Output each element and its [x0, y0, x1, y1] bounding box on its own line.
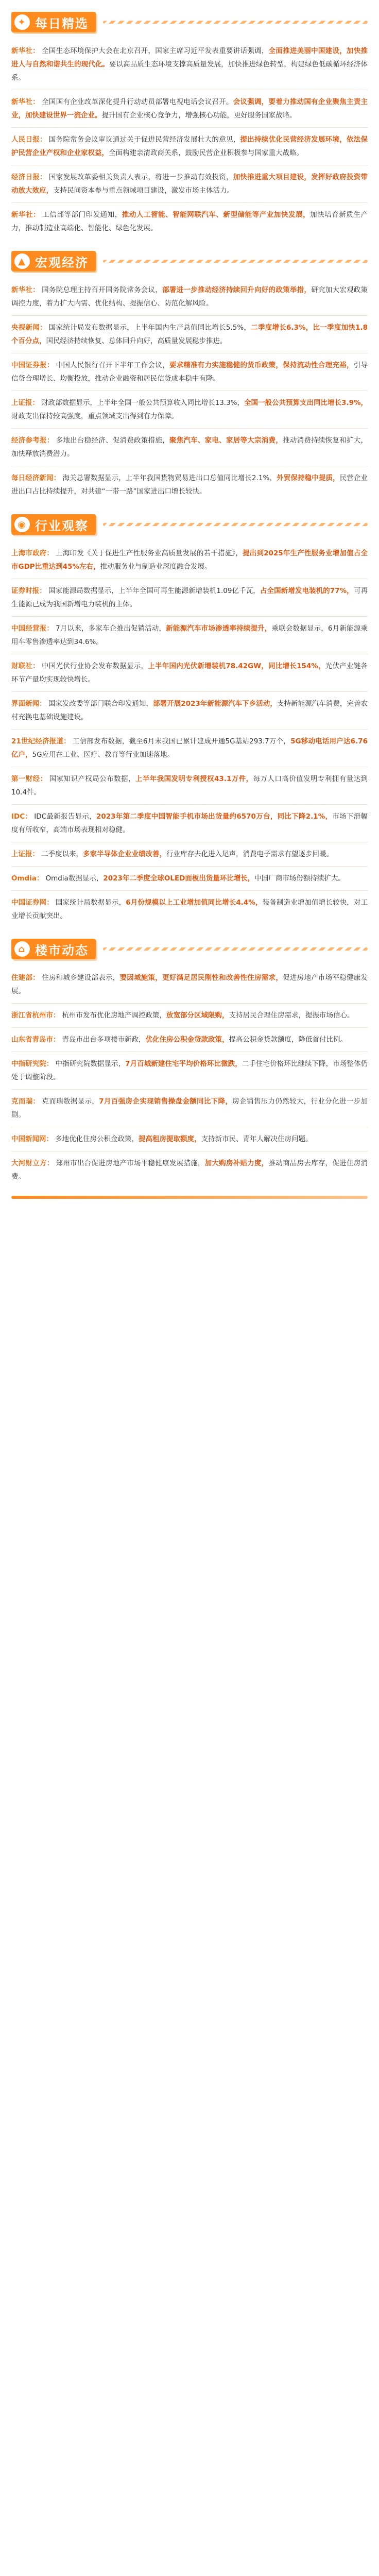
news-text: 国务院常务会议审议通过关于促进民营经济发展壮大的意见，: [48, 135, 240, 144]
news-text-tail: 支持新市民、青年人解决住房问题。: [201, 1135, 313, 1143]
news-source: 大河财立方：: [11, 1159, 54, 1167]
news-item: [11, 810, 368, 837]
news-text: 国家统计局发布数据显示，上半年国内生产总值同比增长5.5%，: [48, 324, 251, 332]
news-item: [11, 471, 368, 498]
news-text-tail: 促进房地产市场平稳健康发展。: [11, 974, 368, 995]
news-text-tail: 推动服务业与制造业深度融合发展。: [100, 563, 212, 571]
news-highlight: 新能源汽车市场渗透率持续提升，: [166, 624, 272, 633]
news-item: [11, 1095, 368, 1122]
news-highlight: 提出持续优化民营经济发展环境，依法保护民营企业产权和企业家权益，: [11, 135, 368, 157]
news-source: 经济日报：: [11, 173, 47, 181]
footer-decorative-bar: [11, 1196, 368, 1199]
news-highlight: 6月份规模以上工业增加值同比增长4.4%，: [126, 899, 263, 907]
news-item: [11, 896, 368, 923]
news-text: 国务院总理主持召开国务院常务会议，: [42, 286, 163, 294]
section-header: [11, 510, 368, 539]
news-highlight: 全面推进美丽中国建设，加快推进人与自然和谐共生的现代化。: [11, 47, 368, 69]
news-highlight: 放宽部分区域限购，: [166, 1011, 229, 1020]
news-item: [11, 283, 368, 310]
page: [0, 7, 379, 1219]
news-text-tail: 市场下滑幅度有所收窄，高端市场表现相对稳健。: [11, 812, 368, 834]
news-text: 二季度以来，: [41, 850, 83, 858]
news-item: [11, 321, 368, 348]
news-text-tail: 装备制造业增加值增长较快，对工业增长贡献突出。: [11, 899, 368, 920]
section-decorative-rule: [103, 21, 368, 24]
news-highlight: 部署进一步推动经济持续回升向好的政策举措，: [162, 286, 312, 294]
news-item: [11, 359, 368, 385]
news-source: 山东省青岛市：: [11, 1036, 60, 1044]
news-source: 中国新闻网：: [11, 1135, 53, 1143]
news-item: [11, 622, 368, 649]
news-highlight: 5G移动电话用户达6.76亿户，: [11, 737, 368, 759]
news-text: 工信部等部门印发通知，: [42, 211, 122, 219]
news-text-tail: 二手住宅价格环比继续下降，市场整体仍处于调整阶段。: [11, 1060, 368, 1081]
news-highlight: 优化住房公积金贷款政策，: [145, 1036, 229, 1044]
news-item: [11, 396, 368, 423]
news-text-tail: 光伏产业链各环节产量均实现较快增长。: [11, 662, 368, 684]
news-source: 央视新闻：: [11, 324, 47, 332]
news-text-tail: 推动消费持续恢复和扩大，加快释放消费潜力。: [11, 436, 368, 458]
news-text: 国家统计局数据显示，: [55, 899, 126, 907]
news-source: 上证报：: [11, 399, 40, 407]
news-highlight: 上半年国内光伏新增装机78.42GW，同比增长154%，: [148, 662, 325, 670]
news-item: [11, 772, 368, 799]
news-text-tail: 国民经济持续恢复、总体回升向好，高质量发展稳步推进。: [46, 337, 227, 345]
news-text: 国家发展改革委相关负责人表示，将进一步推动有效投资，: [48, 173, 233, 181]
section-title-badge: [11, 939, 96, 959]
news-highlight: 2023年第二季度中国智能手机市场出货量约6570万台，同比下降2.1%，: [96, 812, 333, 821]
news-text: 海关总署数据显示，上半年我国货物贸易进出口总值同比增长2.1%，: [62, 474, 277, 482]
news-item: [11, 848, 368, 861]
news-source: 上海市政府：: [11, 549, 54, 557]
news-highlight: 7月百城新建住宅平均价格环比微跌，: [125, 1060, 242, 1068]
news-item: [11, 584, 368, 611]
news-highlight: 二季度增长6.3%，比一季度加快1.8个百分点，: [11, 324, 368, 345]
news-source: 经济参考报：: [11, 436, 54, 445]
news-text-tail: 5G应用在工业、医疗、教育等行业加速落地。: [32, 751, 175, 759]
news-item: [11, 208, 368, 235]
news-item: [11, 133, 368, 160]
news-text: 全国生态环境保护大会在北京召开，国家主席习近平发表重要讲话强调，: [42, 47, 269, 55]
news-text: 郑州市出台促进房地产市场平稳健康发展措施，: [56, 1159, 205, 1167]
section-title: 每日精选: [35, 16, 89, 31]
news-highlight: 提出到2025年生产性服务业增加值占全市GDP比重达到45%左右，: [11, 549, 368, 571]
news-highlight: 占全国新增发电装机的77%，: [260, 587, 354, 595]
news-source: 财联社：: [11, 662, 40, 670]
section-header: [11, 934, 368, 964]
news-source: 第一财经：: [11, 775, 47, 783]
news-source: 界面新闻：: [11, 700, 46, 708]
item-divider: [11, 315, 368, 316]
item-divider: [11, 616, 368, 617]
news-source: Omdia：: [11, 874, 44, 883]
section-title-badge: [11, 12, 96, 32]
news-item: [11, 971, 368, 998]
section-title: 宏观经济: [35, 255, 89, 270]
section-title-badge: [11, 251, 96, 272]
news-text: 财政部数据显示，上半年全国一般公共预算收入同比增长13.3%，: [41, 399, 244, 407]
news-item: [11, 1157, 368, 1183]
news-text: 全国国有企业改革深化提升行动动员部署电视电话会议召开。: [42, 98, 233, 106]
news-text: 7月以来，多家车企推出促销活动，: [56, 624, 166, 633]
news-text: 克而瑞数据显示，: [42, 1097, 99, 1106]
news-highlight: 多家半导体企业业绩改善，: [83, 850, 166, 858]
news-source: 中国证券网：: [11, 899, 54, 907]
news-source: 21世纪经济报道：: [11, 737, 71, 745]
section-title: 行业观察: [35, 518, 89, 533]
news-text: 国家发改委等部门联合印发通知，: [48, 700, 153, 708]
section-decorative-rule: [103, 260, 368, 263]
news-highlight: 推动人工智能、智能网联汽车、新型储能等产业加快发展，: [122, 211, 311, 219]
news-text: 国家能源局数据显示，上半年全国可再生能源新增装机1.09亿千瓦，: [48, 587, 260, 595]
news-source: 中国经营报：: [11, 624, 54, 633]
news-highlight: 外贸保持稳中提质，: [277, 474, 340, 482]
news-item: [11, 1057, 368, 1084]
item-divider: [11, 866, 368, 867]
news-text-tail: 推动商品房去库存，促进住房消费。: [11, 1159, 368, 1181]
news-text: 中指研究院数据显示，: [55, 1060, 126, 1068]
news-text: 上海印发《关于促进生产性服务业高质量发展的若干措施》，: [56, 549, 243, 557]
news-source: 克而瑞：: [11, 1097, 40, 1106]
sparkle-icon: ✦: [14, 14, 30, 30]
news-source: 新华社：: [11, 47, 40, 55]
item-divider: [11, 428, 368, 429]
news-highlight: 加快推进重大项目建设，发挥好政府投资带动放大效应，: [11, 173, 368, 195]
news-text-tail: 可再生能源已成为我国新增电力装机的主体。: [11, 587, 368, 608]
news-text-tail: 行业库存去化进入尾声，消费电子需求有望逐步回暖。: [166, 850, 333, 858]
news-text-tail: 乘联会数据显示，6月新能源乘用车零售渗透率达到34.6%。: [11, 624, 368, 646]
news-highlight: 聚焦汽车、家电、家居等大宗消费，: [169, 436, 283, 445]
news-text-tail: 提升国有企业核心竞争力，增强核心功能，更好服务国家战略。: [101, 111, 297, 120]
news-item: [11, 171, 368, 197]
news-highlight: 7月百强房企实现销售操盘金额同比下降，: [99, 1097, 233, 1106]
news-text: 中国光伏行业协会发布数据显示，: [42, 662, 148, 670]
news-source: 中国证券报：: [11, 361, 54, 369]
item-divider: [11, 691, 368, 692]
news-highlight: 全国一般公共预算支出同比增长3.9%，: [244, 399, 368, 407]
news-text: Omdia数据显示，: [45, 874, 104, 883]
news-highlight: 2023年二季度全球OLED面板出货量环比增长，: [103, 874, 255, 883]
news-source: 每日经济新闻：: [11, 474, 61, 482]
news-source: 新华社：: [11, 98, 40, 106]
news-item: [11, 697, 368, 724]
news-source: 住建部：: [11, 974, 40, 982]
news-text-tail: 全面构建亲清政商关系，鼓励民营企业积极参与国家重大战略。: [109, 149, 303, 157]
section-decorative-rule: [103, 523, 368, 526]
news-item: [11, 547, 368, 573]
section-decorative-rule: [103, 947, 368, 951]
news-highlight: 提高租房提取额度，: [139, 1135, 201, 1143]
news-text-tail: 每万人口高价值发明专利拥有量达到10.4件。: [11, 775, 368, 796]
news-text-tail: 支持民间资本参与重点领域项目建设，激发市场主体活力。: [53, 187, 234, 195]
section-header: [11, 246, 368, 276]
news-source: 上证报：: [11, 850, 39, 858]
news-text-tail: 研究加大宏观政策调控力度，着力扩大内需、优化结构、提振信心、防范化解风险。: [11, 286, 368, 308]
news-text-tail: 提高公积金贷款额度，降低首付比例。: [229, 1036, 347, 1044]
news-text-tail: 民营企业进出口占比持续提升，对共建“一带一路”国家进出口增长较快。: [11, 474, 368, 496]
news-source: 中指研究院：: [11, 1060, 54, 1068]
news-source: IDC：: [11, 812, 32, 821]
news-text-tail: 支持居民合理住房需求，提振市场信心。: [229, 1011, 354, 1020]
news-text-tail: 中国厂商市场份额持续扩大。: [254, 874, 345, 883]
news-text: 工信部发布数据，截至6月末我国已累计建成开通5G基站293.7万个，: [72, 737, 291, 745]
house-icon: ⌂: [14, 941, 30, 957]
news-item: [11, 1132, 368, 1146]
news-item: [11, 1033, 368, 1046]
news-text: 青岛市出台多项楼市新政，: [62, 1036, 146, 1044]
news-item: [11, 659, 368, 686]
news-text: 中国人民银行召开下半年工作会议，: [56, 361, 169, 369]
item-divider: [11, 1027, 368, 1028]
chart-icon: ▲: [14, 253, 30, 269]
item-divider: [11, 729, 368, 730]
news-highlight: 要因城施策，更好满足居民刚性和改善性住房需求，: [119, 974, 283, 982]
item-divider: [11, 1003, 368, 1004]
section-title-badge: [11, 514, 96, 535]
news-item: [11, 1009, 368, 1022]
item-divider: [11, 202, 368, 203]
news-highlight: 部署开展2023年新能源汽车下乡活动，: [153, 700, 277, 708]
news-item: [11, 44, 368, 84]
eye-icon: ◉: [14, 517, 30, 532]
news-text: IDC最新报告显示，: [34, 812, 96, 821]
item-divider: [11, 804, 368, 805]
news-text-tail: 要以高品质生态环境支撑高质量发展，加快推进绿色转型，构建绿色低碳循环经济体系。: [11, 60, 368, 82]
news-source: 人民日报：: [11, 135, 47, 144]
item-divider: [11, 890, 368, 891]
news-source: 新华社：: [11, 211, 41, 219]
news-text-tail: 加快培育新质生产力，推动制造业高端化、智能化、绿色化发展。: [11, 211, 368, 232]
news-highlight: 会议强调，要着力推动国有企业聚焦主责主业，加快建设世界一流企业。: [11, 98, 368, 120]
section-title: 楼市动态: [35, 943, 89, 958]
news-text-tail: 房企销售压力仍然较大，行业分化进一步加剧。: [11, 1097, 368, 1119]
news-text: 杭州市发布优化房地产调控政策，: [62, 1011, 166, 1020]
news-source: 新华社：: [11, 286, 40, 294]
news-text-tail: 财政支出保持较高强度，重点领域支出得到有力保障。: [11, 412, 178, 420]
news-item: [11, 872, 368, 885]
news-text: 多地出台稳经济、促消费政策措施，: [56, 436, 169, 445]
news-text: 国家知识产权局公布数据，: [49, 775, 135, 783]
news-item: [11, 735, 368, 761]
news-text-tail: 引导信贷合理增长、均衡投放，推动企业融资和居民信贷成本稳中有降。: [11, 361, 368, 383]
news-text: 多地优化住房公积金政策，: [55, 1135, 139, 1143]
news-source: 证券时报：: [11, 587, 46, 595]
news-source: 浙江省杭州市：: [11, 1011, 60, 1020]
news-highlight: 要求精准有力实施稳健的货币政策，保持流动性合理充裕，: [169, 361, 354, 369]
news-text: 住房和城乡建设部表示，: [42, 974, 120, 982]
item-divider: [11, 1089, 368, 1090]
news-highlight: 加大购房补贴力度，: [204, 1159, 269, 1167]
news-text-tail: 支持新能源汽车消费，完善农村充换电基础设施建设。: [11, 700, 368, 721]
news-item: [11, 434, 368, 461]
news-highlight: 上半年我国发明专利授权43.1万件，: [135, 775, 253, 783]
news-item: [11, 95, 368, 122]
item-divider: [11, 127, 368, 128]
section-header: [11, 7, 368, 37]
